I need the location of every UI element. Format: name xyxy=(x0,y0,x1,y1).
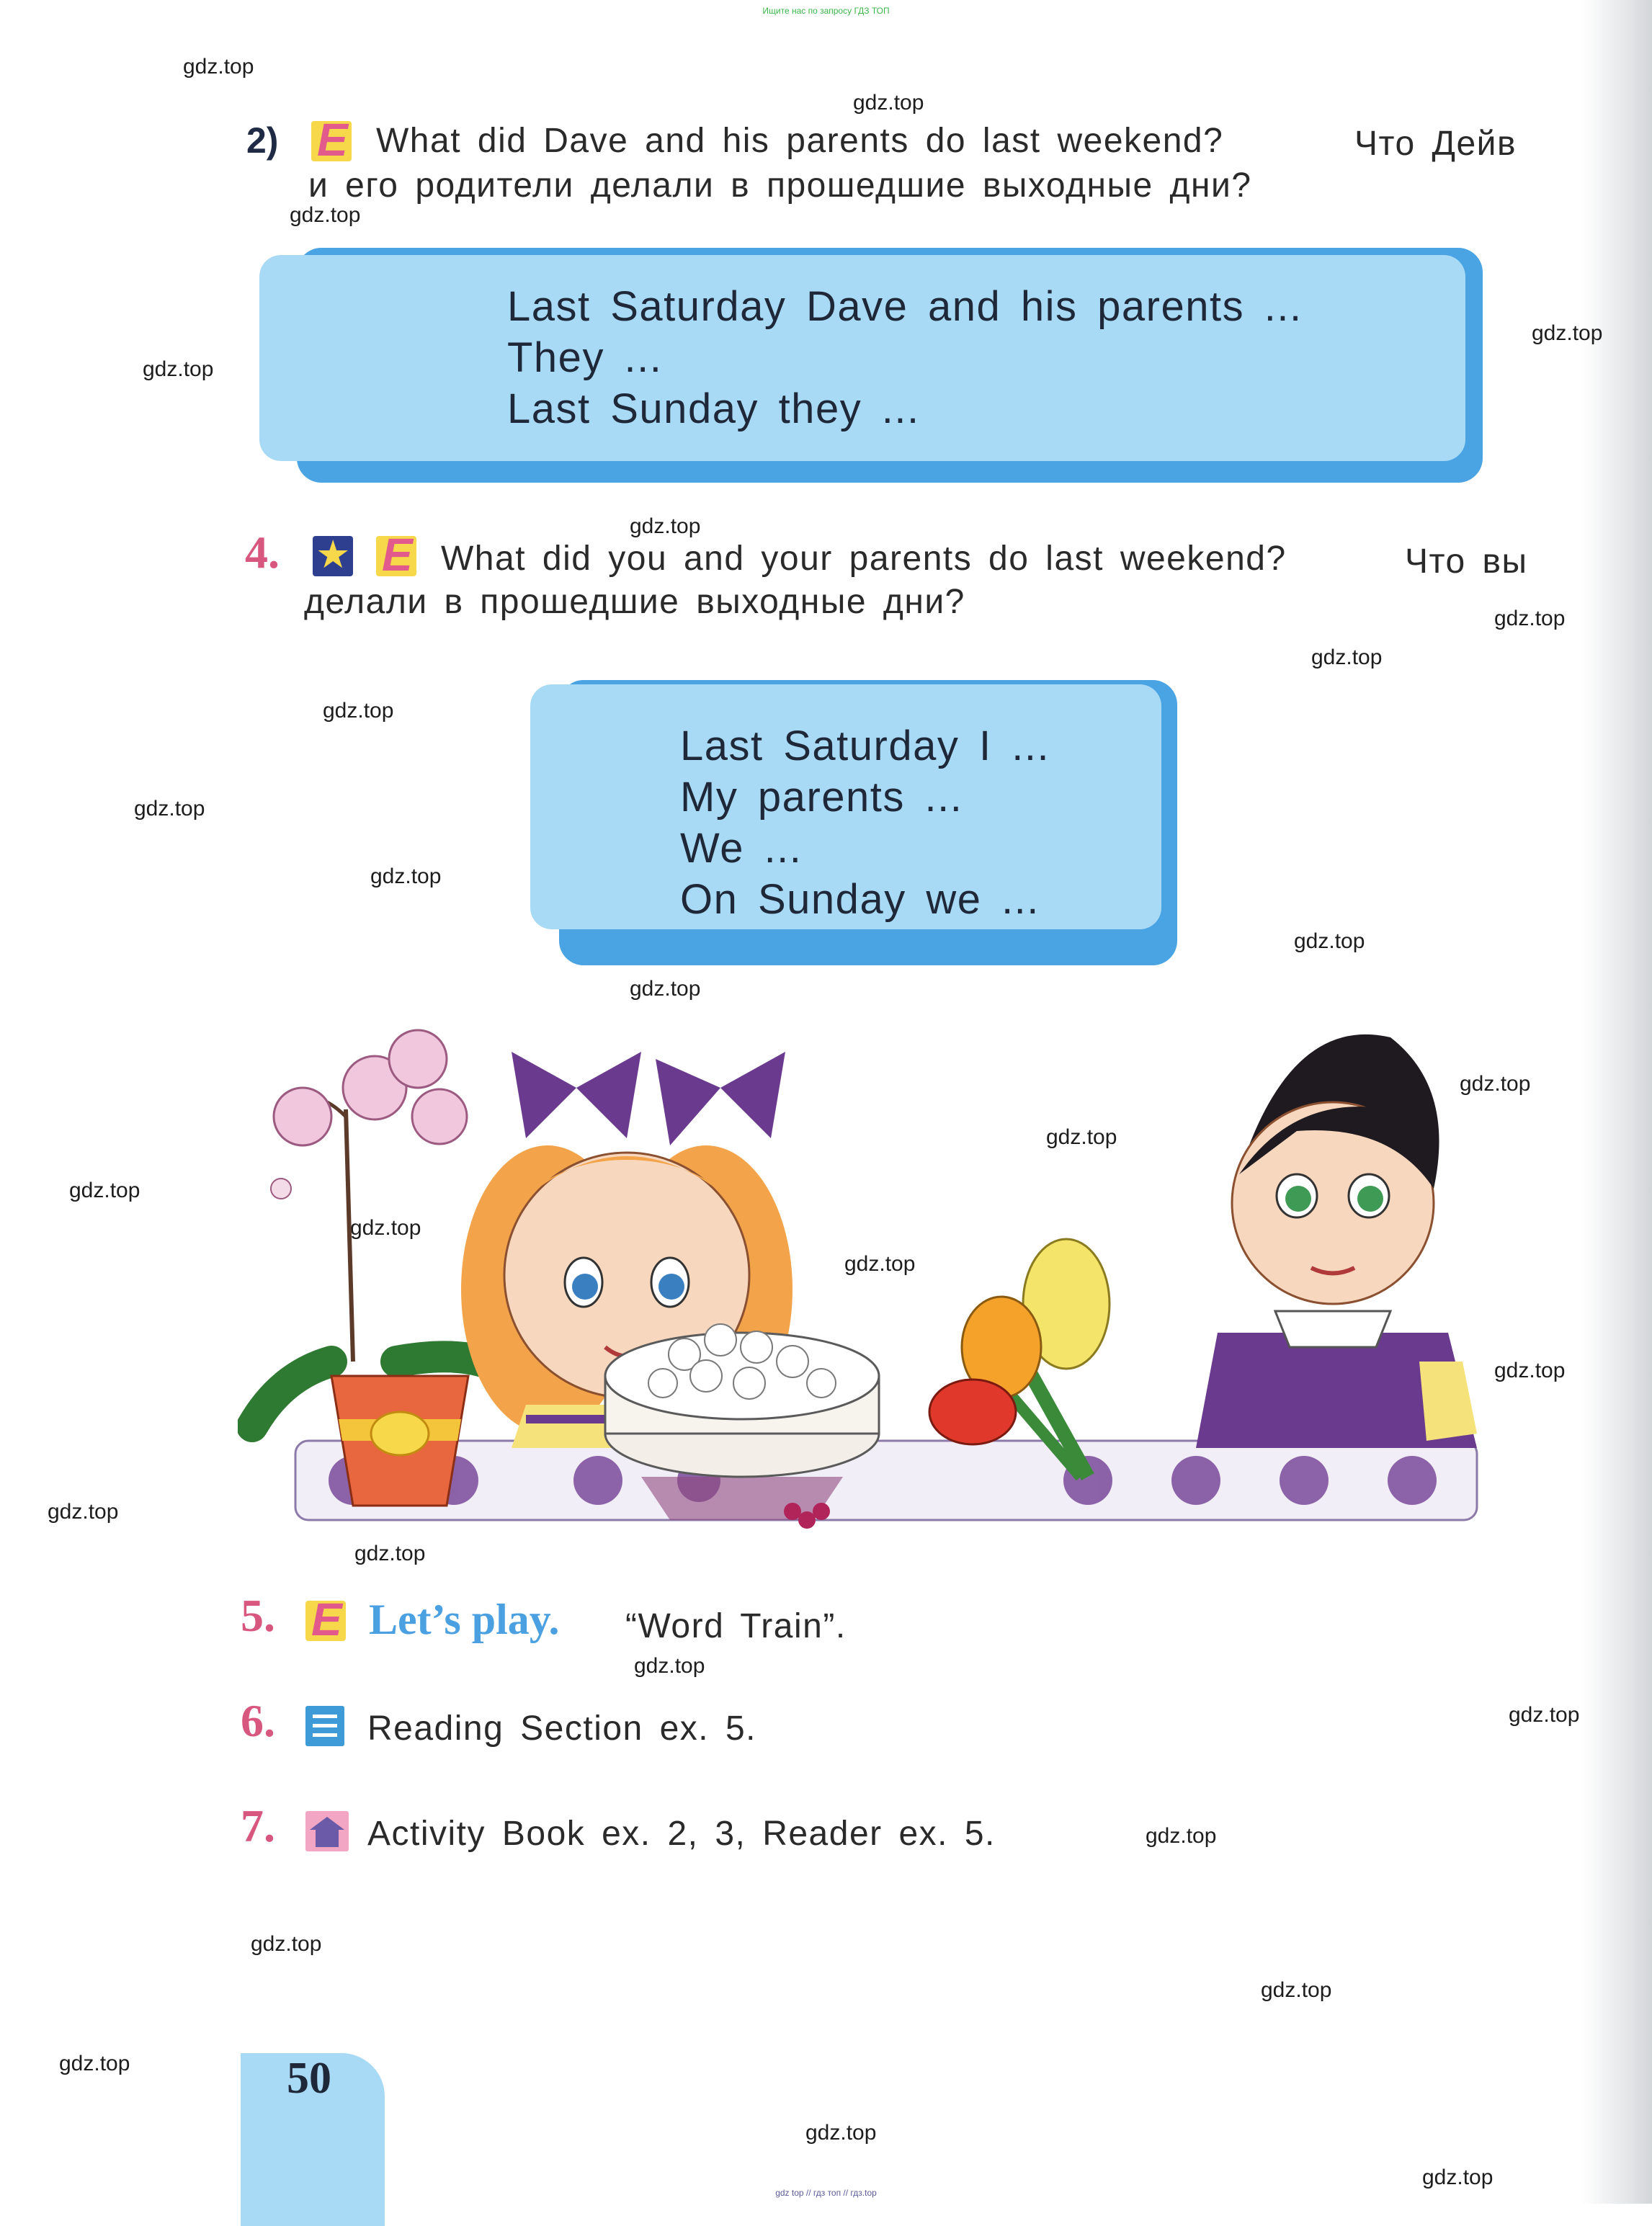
task-number: 4. xyxy=(245,527,280,578)
watermark: gdz.top xyxy=(805,2121,877,2145)
home-icon xyxy=(305,1811,349,1851)
watermark: gdz.top xyxy=(1046,1125,1117,1149)
watermark: gdz.top xyxy=(350,1216,421,1240)
task-number: 6. xyxy=(241,1695,275,1746)
task-text-ru: Что Дейв xyxy=(1354,125,1517,163)
task-text: “Word Train”. xyxy=(625,1607,847,1645)
watermark: gdz.top xyxy=(1460,1072,1531,1096)
task-text: Reading Section ex. 5. xyxy=(367,1709,756,1748)
watermark: gdz.top xyxy=(844,1252,916,1276)
e-icon: E xyxy=(305,1601,346,1641)
watermark: gdz.top xyxy=(354,1542,426,1565)
e-icon: E xyxy=(311,121,352,161)
watermark: gdz.top xyxy=(1509,1703,1580,1727)
watermark: gdz.top xyxy=(630,977,701,1001)
watermark: gdz.top xyxy=(1261,1978,1332,2002)
watermark: gdz.top xyxy=(251,1932,322,1956)
e-icon: E xyxy=(376,536,416,576)
boy-figure xyxy=(1196,1034,1477,1448)
footer-note: gdz top // гдз топ // гдз.top xyxy=(775,2188,877,2198)
watermark: gdz.top xyxy=(1494,607,1566,630)
lets-play-label: Let’s play. xyxy=(369,1596,560,1643)
watermark: gdz.top xyxy=(143,357,214,381)
box-line: Last Sunday they ... xyxy=(507,385,920,432)
task-text-en: What did you and your parents do last weekend? xyxy=(441,540,1287,578)
illustration-children-cake xyxy=(238,973,1484,1549)
watermark: gdz.top xyxy=(134,797,205,821)
watermark: gdz.top xyxy=(183,55,254,79)
watermark: gdz.top xyxy=(323,699,394,723)
watermark: gdz.top xyxy=(1311,645,1383,669)
watermark: gdz.top xyxy=(1422,2165,1494,2189)
watermark: gdz.top xyxy=(1294,929,1365,953)
task-number: 7. xyxy=(241,1800,275,1851)
watermark: gdz.top xyxy=(1532,321,1603,345)
page-number: 50 xyxy=(287,2054,331,2103)
box-line: They ... xyxy=(507,334,663,381)
task-text-en: What did Dave and his parents do last weekend? xyxy=(376,122,1224,160)
watermark: gdz.top xyxy=(370,864,442,888)
box-line: My parents ... xyxy=(680,774,963,821)
watermark: gdz.top xyxy=(1146,1824,1217,1848)
task-text-ru: делали в прошедшие выходные дни? xyxy=(304,583,965,621)
task-text-ru: и его родители делали в прошедшие выходные дни? xyxy=(308,166,1252,205)
answer-box-text xyxy=(507,281,1303,434)
task-number: 5. xyxy=(241,1590,275,1641)
box-line: Last Saturday I ... xyxy=(680,723,1050,769)
page-edge xyxy=(1602,0,1652,2204)
watermark: gdz.top xyxy=(630,514,701,538)
book-icon xyxy=(305,1706,344,1746)
box-line: On Sunday we ... xyxy=(680,876,1040,923)
watermark: gdz.top xyxy=(853,91,924,115)
task-number: 2) xyxy=(246,120,279,161)
watermark: gdz.top xyxy=(1494,1359,1566,1382)
task-text-ru: Что вы xyxy=(1405,542,1528,581)
box-line: Last Saturday Dave and his parents ... xyxy=(507,283,1303,330)
watermark: gdz.top xyxy=(48,1500,119,1524)
box-line: We ... xyxy=(680,825,803,872)
task-text: Activity Book ex. 2, 3, Reader ex. 5. xyxy=(367,1815,996,1853)
watermark: gdz.top xyxy=(59,2052,130,2075)
watermark: gdz.top xyxy=(69,1179,140,1202)
watermark: gdz.top xyxy=(290,203,361,227)
top-note: Ищите нас по запросу ГДЗ ТОП xyxy=(762,6,890,16)
star-icon: ★ xyxy=(313,536,353,576)
answer-box-text xyxy=(680,720,1050,925)
watermark: gdz.top xyxy=(634,1654,705,1678)
